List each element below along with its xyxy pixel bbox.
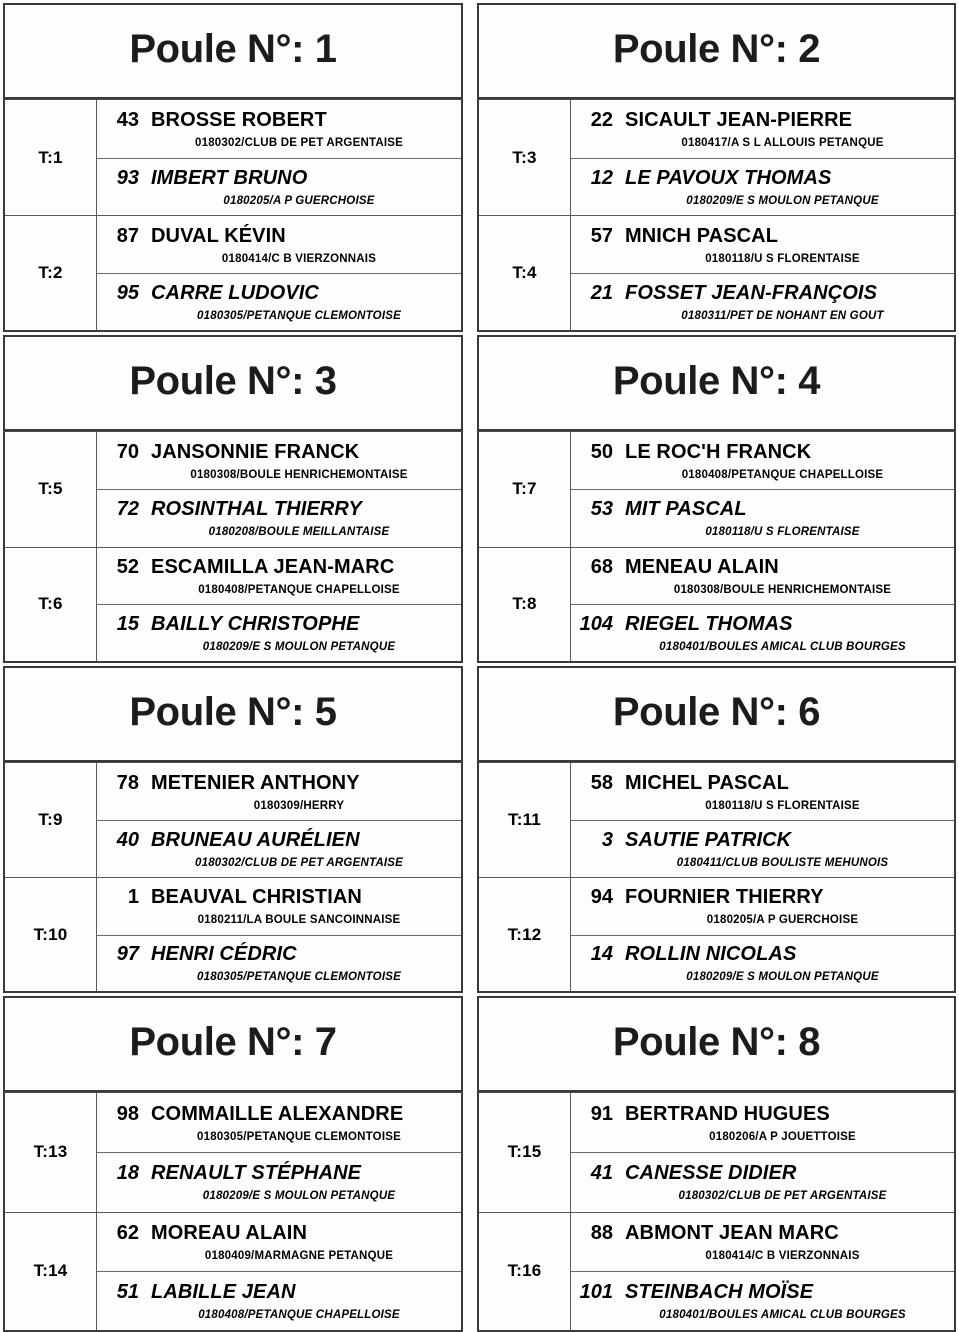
player-list <box>97 548 461 662</box>
player-club: 0180206/A P JOUETTOISE <box>709 1130 856 1143</box>
player-club: 0180309/HERRY <box>253 799 345 812</box>
player-number: 94 <box>590 886 613 909</box>
poule-body <box>3 762 463 993</box>
player-list <box>97 432 461 547</box>
poule-title: Poule N°: 5 <box>129 689 337 734</box>
poule-header <box>3 335 463 431</box>
player-club: 0180302/CLUB DE PET ARGENTAISE <box>195 857 403 869</box>
poule-block <box>477 666 956 993</box>
player-club: 0180414/C B VIERZONNAIS <box>705 1249 860 1262</box>
player-name-line <box>97 886 457 909</box>
poule-body <box>477 99 956 332</box>
terrain-group <box>5 100 461 215</box>
player-row <box>97 216 461 273</box>
poule-header <box>477 3 956 99</box>
player-row <box>571 1093 954 1152</box>
poule-title: Poule N°: 6 <box>612 689 821 734</box>
player-club: 0180118/U S FLORENTAISE <box>705 799 860 812</box>
player-row <box>97 273 461 330</box>
player-name: BEAUVAL CHRISTIAN <box>151 886 362 909</box>
player-name: ESCAMILLA JEAN-MARC <box>151 555 395 578</box>
player-list <box>571 878 954 991</box>
player-club: 0180302/CLUB DE PET ARGENTAISE <box>195 136 403 149</box>
terrain-group <box>5 215 461 330</box>
player-club: 0180118/U S FLORENTAISE <box>705 252 860 265</box>
player-name-line <box>571 109 950 132</box>
player-row <box>571 273 954 330</box>
poule-block <box>477 996 956 1332</box>
player-club: 0180417/A S L ALLOUIS PETANQUE <box>681 136 884 149</box>
player-club: 0180118/U S FLORENTAISE <box>705 526 860 539</box>
player-name-line <box>571 498 950 521</box>
player-number: 18 <box>116 1162 139 1185</box>
player-number: 41 <box>590 1162 613 1185</box>
poule-header <box>3 3 463 99</box>
terrain-label: T:5 <box>5 432 97 547</box>
poule-header <box>477 666 956 762</box>
terrain-group <box>5 763 461 877</box>
player-row <box>571 216 954 273</box>
poule-block <box>3 996 463 1332</box>
player-name: BROSSE ROBERT <box>151 108 327 131</box>
player-number: 93 <box>116 166 139 189</box>
player-name-line <box>571 225 950 248</box>
player-number: 95 <box>116 282 139 304</box>
player-row <box>571 1271 954 1330</box>
player-number: 12 <box>590 166 613 189</box>
player-name: IMBERT BRUNO <box>151 166 308 189</box>
player-name: CARRE LUDOVIC <box>151 282 319 304</box>
player-number: 104 <box>579 613 613 636</box>
player-club: 0180401/BOULES AMICAL CLUB BOURGES <box>659 1309 906 1322</box>
player-row <box>571 1213 954 1272</box>
player-name-line <box>97 613 457 636</box>
player-list <box>571 216 954 330</box>
player-row <box>571 878 954 935</box>
player-number: 52 <box>116 555 139 578</box>
player-name: FOURNIER THIERRY <box>625 886 824 909</box>
terrain-label: T:4 <box>479 216 571 330</box>
player-name: MNICH PASCAL <box>625 224 779 247</box>
player-name-line <box>97 1103 457 1126</box>
terrain-group <box>5 1093 461 1212</box>
poule-body <box>3 99 463 332</box>
player-name: ROLLIN NICOLAS <box>625 943 797 966</box>
player-name-line <box>571 1162 950 1185</box>
player-number: 51 <box>116 1281 139 1304</box>
player-number: 72 <box>116 498 139 521</box>
player-number: 14 <box>590 943 613 966</box>
player-name: CANESSE DIDIER <box>625 1162 797 1185</box>
player-list <box>571 763 954 877</box>
player-number: 70 <box>116 440 139 463</box>
player-club: 0180408/PETANQUE CHAPELLOISE <box>198 1309 400 1322</box>
player-name: STEINBACH MOÏSE <box>625 1281 814 1304</box>
player-name-line <box>97 829 457 852</box>
player-name: MIT PASCAL <box>625 498 747 521</box>
terrain-group <box>479 1093 954 1212</box>
player-name-line <box>97 556 457 579</box>
terrain-group <box>479 432 954 547</box>
player-name-line <box>97 109 457 132</box>
player-list <box>571 1213 954 1331</box>
player-name-line <box>97 225 457 248</box>
terrain-label: T:13 <box>5 1093 97 1212</box>
player-name: SAUTIE PATRICK <box>625 829 792 851</box>
player-club: 0180208/BOULE MEILLANTAISE <box>208 526 390 539</box>
player-row <box>571 432 954 489</box>
player-list <box>97 1213 461 1331</box>
player-name-line <box>97 1162 457 1185</box>
player-club: 0180305/PETANQUE CLEMONTOISE <box>197 310 401 322</box>
player-number: 97 <box>116 943 139 966</box>
player-list <box>97 763 461 877</box>
player-club: 0180414/C B VIERZONNAIS <box>221 252 377 265</box>
poule-title: Poule N°: 3 <box>129 358 337 403</box>
player-name-line <box>97 167 457 190</box>
player-club: 0180408/PETANQUE CHAPELLOISE <box>681 468 884 481</box>
player-row <box>97 1213 461 1272</box>
terrain-label: T:9 <box>5 763 97 877</box>
player-list <box>97 1093 461 1212</box>
player-name-line <box>571 943 950 966</box>
player-name-line <box>571 886 950 909</box>
player-name-line <box>97 772 457 795</box>
player-row <box>97 820 461 877</box>
player-number: 57 <box>590 224 613 247</box>
player-name-line <box>571 772 950 795</box>
terrain-label: T:16 <box>479 1213 571 1331</box>
poule-title: Poule N°: 8 <box>612 1019 821 1064</box>
player-number: 101 <box>579 1281 613 1304</box>
poule-header <box>3 666 463 762</box>
poule-body <box>3 1092 463 1332</box>
terrain-group <box>479 215 954 330</box>
player-name: LE ROC'H FRANCK <box>625 440 812 463</box>
player-name-line <box>571 829 950 852</box>
player-name-line <box>97 498 457 521</box>
player-name-line <box>571 613 950 636</box>
poule-header <box>477 996 956 1092</box>
player-club: 0180205/A P GUERCHOISE <box>706 914 859 927</box>
poule-header <box>477 335 956 431</box>
player-club: 0180211/LA BOULE SANCOINNAISE <box>197 914 401 927</box>
terrain-group <box>5 432 461 547</box>
terrain-label: T:12 <box>479 878 571 991</box>
player-name: RENAULT STÉPHANE <box>151 1162 362 1185</box>
poule-body <box>477 762 956 993</box>
player-club: 0180305/PETANQUE CLEMONTOISE <box>197 1130 401 1143</box>
player-number: 87 <box>116 224 139 247</box>
player-name-line <box>97 282 457 305</box>
poule-block <box>477 3 956 332</box>
player-row <box>97 935 461 992</box>
player-name-line <box>571 1103 950 1126</box>
player-row <box>571 935 954 992</box>
player-club: 0180209/E S MOULON PETANQUE <box>202 641 396 654</box>
player-row <box>97 1152 461 1211</box>
player-row <box>97 548 461 605</box>
player-name-line <box>97 441 457 464</box>
player-row <box>571 100 954 158</box>
player-name: DUVAL KÉVIN <box>151 224 286 247</box>
player-club: 0180205/A P GUERCHOISE <box>223 194 375 207</box>
poule-header <box>3 996 463 1092</box>
player-name: MENEAU ALAIN <box>625 555 779 578</box>
player-name-line <box>97 943 457 966</box>
player-name: MOREAU ALAIN <box>151 1221 308 1244</box>
player-club: 0180209/E S MOULON PETANQUE <box>686 971 879 984</box>
player-number: 50 <box>590 440 613 463</box>
player-row <box>97 432 461 489</box>
player-number: 1 <box>127 886 139 909</box>
terrain-label: T:1 <box>5 100 97 215</box>
poule-block <box>3 3 463 332</box>
player-number: 58 <box>590 771 613 794</box>
poule-block <box>3 666 463 993</box>
player-club: 0180305/PETANQUE CLEMONTOISE <box>197 971 401 984</box>
player-list <box>571 432 954 547</box>
player-club: 0180209/E S MOULON PETANQUE <box>686 194 879 207</box>
player-row <box>97 1271 461 1330</box>
poule-body <box>3 431 463 663</box>
player-name: HENRI CÉDRIC <box>151 943 297 966</box>
player-name: BRUNEAU AURÉLIEN <box>151 829 360 851</box>
player-number: 21 <box>590 282 613 304</box>
player-number: 3 <box>601 829 613 851</box>
terrain-group <box>5 547 461 662</box>
player-name: LE PAVOUX THOMAS <box>625 166 832 189</box>
poule-title: Poule N°: 1 <box>129 26 337 71</box>
terrain-label: T:6 <box>5 548 97 662</box>
player-row <box>571 158 954 216</box>
terrain-group <box>479 547 954 662</box>
player-club: 0180411/CLUB BOULISTE MEHUNOIS <box>676 857 889 869</box>
player-row <box>97 604 461 661</box>
player-name: COMMAILLE ALEXANDRE <box>151 1102 404 1125</box>
terrain-group <box>5 877 461 991</box>
player-row <box>571 604 954 661</box>
player-name-line <box>571 556 950 579</box>
player-number: 68 <box>590 555 613 578</box>
player-name-line <box>571 1281 950 1304</box>
player-list <box>97 878 461 991</box>
player-name: JANSONNIE FRANCK <box>151 440 360 463</box>
terrain-label: T:14 <box>5 1213 97 1331</box>
player-name: RIEGEL THOMAS <box>625 613 793 636</box>
player-name: FOSSET JEAN-FRANÇOIS <box>625 282 878 304</box>
terrain-label: T:10 <box>5 878 97 991</box>
player-row <box>97 878 461 935</box>
player-name: ROSINTHAL THIERRY <box>151 498 362 521</box>
player-number: 78 <box>116 771 139 794</box>
poule-title: Poule N°: 2 <box>612 26 821 71</box>
terrain-label: T:15 <box>479 1093 571 1212</box>
player-list <box>571 100 954 215</box>
player-number: 43 <box>116 108 139 131</box>
player-number: 88 <box>590 1221 613 1244</box>
player-list <box>97 216 461 330</box>
player-name-line <box>571 167 950 190</box>
player-number: 62 <box>116 1221 139 1244</box>
player-name-line <box>97 1281 457 1304</box>
player-row <box>571 489 954 546</box>
player-name-line <box>97 1222 457 1245</box>
terrain-label: T:2 <box>5 216 97 330</box>
poule-body <box>477 431 956 663</box>
terrain-label: T:11 <box>479 763 571 877</box>
player-row <box>97 158 461 216</box>
poule-block <box>477 335 956 663</box>
poule-title: Poule N°: 7 <box>129 1019 337 1064</box>
poule-block <box>3 335 463 663</box>
poule-body <box>477 1092 956 1332</box>
player-club: 0180311/PET DE NOHANT EN GOUT <box>681 310 884 322</box>
terrain-group <box>5 1212 461 1331</box>
player-row <box>97 489 461 546</box>
terrain-group <box>479 763 954 877</box>
player-club: 0180308/BOULE HENRICHEMONTAISE <box>190 468 408 481</box>
player-row <box>97 100 461 158</box>
player-club: 0180401/BOULES AMICAL CLUB BOURGES <box>659 641 906 654</box>
player-club: 0180408/PETANQUE CHAPELLOISE <box>198 583 400 596</box>
player-name: BERTRAND HUGUES <box>625 1102 830 1125</box>
terrain-label: T:8 <box>479 548 571 662</box>
player-club: 0180308/BOULE HENRICHEMONTAISE <box>673 583 892 596</box>
player-row <box>571 548 954 605</box>
player-number: 53 <box>590 498 613 521</box>
player-row <box>97 1093 461 1152</box>
player-number: 40 <box>116 829 139 851</box>
player-club: 0180209/E S MOULON PETANQUE <box>202 1190 396 1203</box>
player-number: 15 <box>116 613 139 636</box>
player-number: 91 <box>590 1102 613 1125</box>
player-name-line <box>571 282 950 305</box>
terrain-group <box>479 877 954 991</box>
poule-title: Poule N°: 4 <box>612 358 821 403</box>
player-row <box>571 1152 954 1211</box>
player-name: BAILLY CHRISTOPHE <box>151 613 360 636</box>
player-club: 0180302/CLUB DE PET ARGENTAISE <box>678 1190 887 1203</box>
player-number: 22 <box>590 108 613 131</box>
terrain-label: T:3 <box>479 100 571 215</box>
player-row <box>571 763 954 820</box>
terrain-label: T:7 <box>479 432 571 547</box>
player-row <box>97 763 461 820</box>
player-row <box>571 820 954 877</box>
player-name: SICAULT JEAN-PIERRE <box>625 108 853 131</box>
player-list <box>571 1093 954 1212</box>
player-name: ABMONT JEAN MARC <box>625 1221 839 1244</box>
player-name: METENIER ANTHONY <box>151 771 360 794</box>
terrain-group <box>479 100 954 215</box>
terrain-group <box>479 1212 954 1331</box>
player-name: LABILLE JEAN <box>151 1281 296 1304</box>
player-list <box>571 548 954 662</box>
player-name-line <box>571 1222 950 1245</box>
player-number: 98 <box>116 1102 139 1125</box>
player-name: MICHEL PASCAL <box>625 771 789 794</box>
player-name-line <box>571 441 950 464</box>
player-list <box>97 100 461 215</box>
player-club: 0180409/MARMAGNE PETANQUE <box>204 1249 394 1262</box>
